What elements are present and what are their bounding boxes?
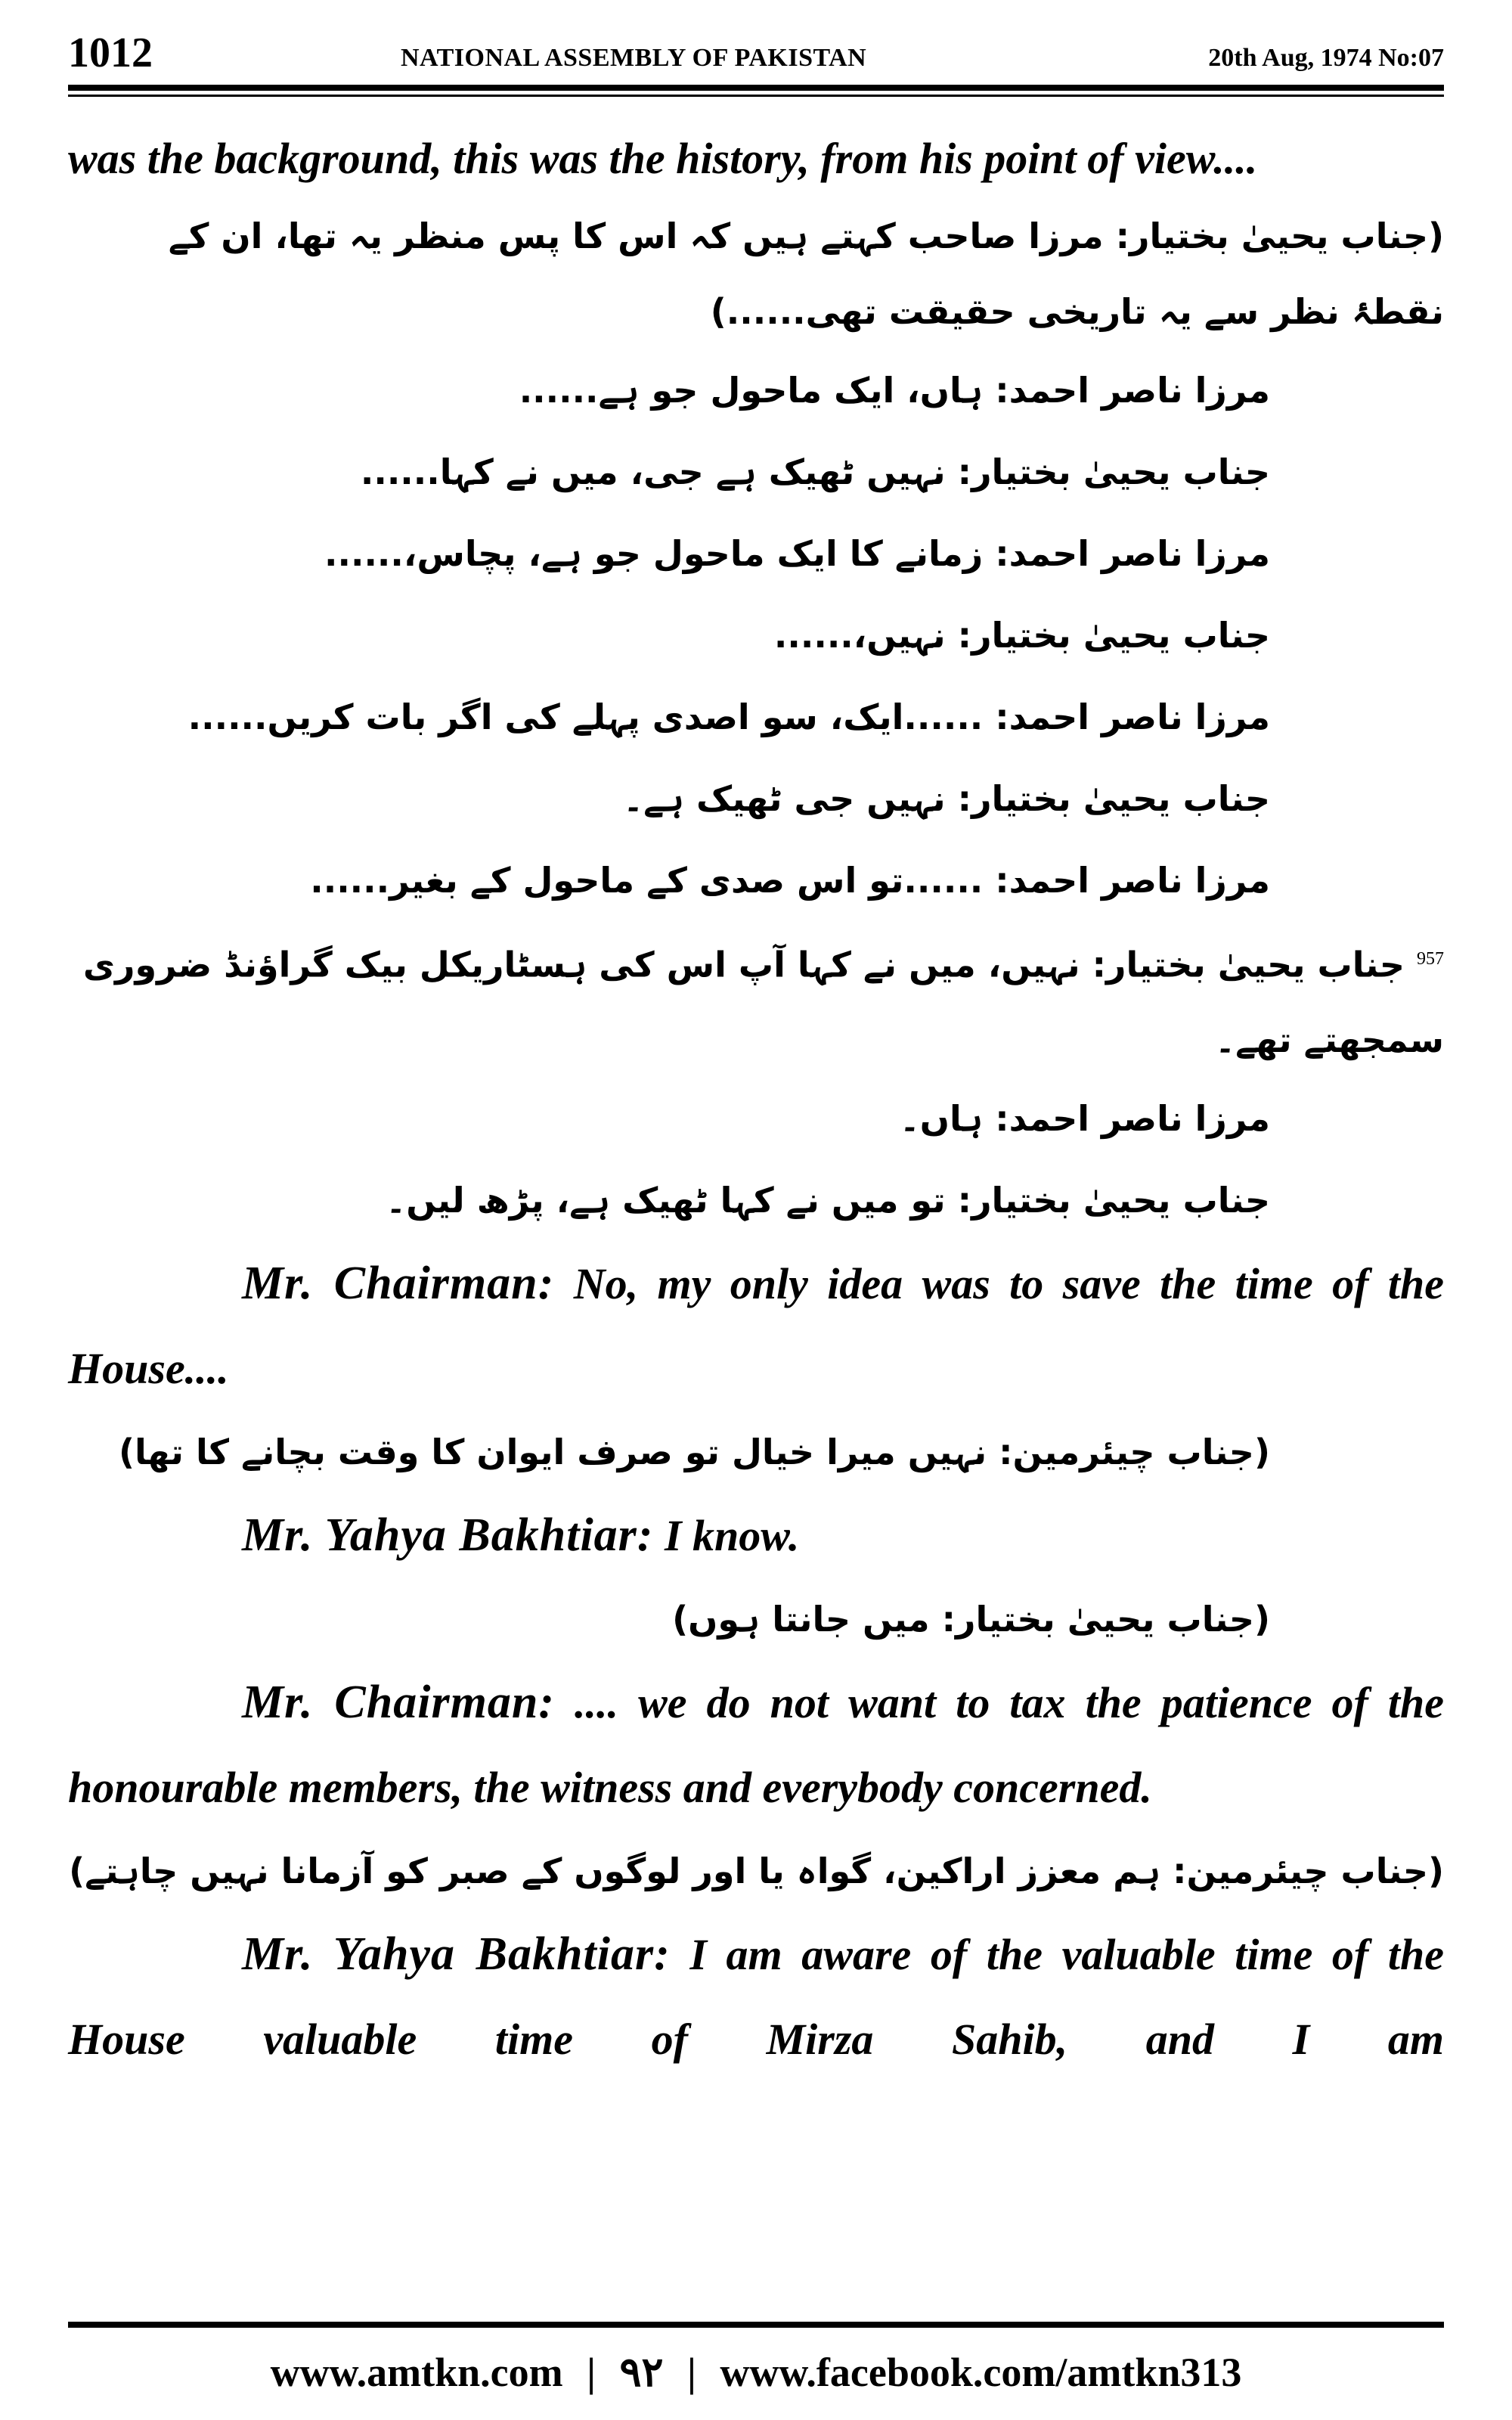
dialogue-line: [68, 513, 1444, 594]
dialogue-text: ......ایک، سو اصدی پہلے کی اگر بات کریں......: [187, 697, 984, 737]
footer-rule: [68, 2322, 1444, 2328]
dialogue-text: ہاں، ایک ماحول جو ہے......: [519, 370, 984, 411]
speech-text: No, my only idea was to save the time of the House....: [68, 1259, 1444, 1394]
dialogue-text: نہیں جی ٹھیک ہے۔: [623, 778, 946, 819]
urdu-translation: (جناب چیئرمین: نہیں میرا خیال تو صرف ایوان کا وقت بچانے کا تھا): [119, 1432, 1270, 1473]
dialogue-line: [68, 1078, 1444, 1159]
page-footer: [68, 2348, 1444, 2401]
urdu-translation: (جناب یحییٰ بختیار: مرزا صاحب کہتے ہیں کہ اس کا پس منظر یہ تھا، ان کے نقطۂ نظر سے یہ تاریخی حقیقت تھی......): [168, 216, 1444, 332]
footer-separator: |: [687, 2350, 696, 2395]
dialogue-text: نہیں ٹھیک ہے جی، میں نے کہا......: [360, 451, 946, 492]
footer-separator: |: [587, 2350, 596, 2395]
header-rule-thick: [68, 85, 1444, 91]
dialogue-line: [68, 1159, 1444, 1241]
transcript-body: [68, 121, 1444, 2082]
speaker-label: Mr. Yahya Bakhtiar:: [242, 1928, 671, 1981]
speaker-label: مرزا ناصر احمد:: [995, 370, 1270, 411]
dialogue-line: [68, 839, 1444, 921]
english-paragraph: [68, 1660, 1444, 1830]
speaker-label: مرزا ناصر احمد:: [995, 533, 1270, 574]
urdu-translation: (جناب چیئرمین: ہم معزز اراکین، گواہ یا اور لوگوں کے صبر کو آزمانا نہیں چاہتے): [69, 1851, 1444, 1892]
facebook-link[interactable]: www.facebook.com/amtkn313: [720, 2350, 1242, 2395]
speaker-label: جناب یحییٰ بختیار:: [1092, 944, 1405, 985]
speaker-label: جناب یحییٰ بختیار:: [957, 451, 1270, 492]
speaker-label: مرزا ناصر احمد:: [995, 1098, 1270, 1140]
website-link[interactable]: www.amtkn.com: [270, 2350, 563, 2395]
dialogue-line: [68, 594, 1444, 676]
english-paragraph: was the background, this was the history, from his point of view....: [68, 134, 1258, 183]
header-date: 20th Aug, 1974 No:07: [1208, 44, 1444, 72]
dialogue-text: ہاں۔: [899, 1098, 984, 1140]
dialogue-text: نہیں، میں نے کہا آپ اس کی ہسٹاریکل بیک گراؤنڈ ضروری سمجھتے تھے۔: [82, 944, 1444, 1061]
speaker-label: جناب یحییٰ بختیار:: [957, 615, 1270, 656]
english-paragraph: [68, 1241, 1444, 1411]
dialogue-line: [68, 676, 1444, 758]
english-paragraph: [68, 1912, 1444, 2082]
speech-text: I know.: [664, 1511, 800, 1561]
page-number: 1012: [68, 29, 153, 76]
header-title: NATIONAL ASSEMBLY OF PAKISTAN: [401, 44, 867, 72]
speaker-label: جناب یحییٰ بختیار:: [957, 1180, 1270, 1221]
speaker-label: مرزا ناصر احمد:: [995, 697, 1270, 737]
speaker-label: Mr. Chairman:: [242, 1258, 555, 1310]
header-rule-thin: [68, 95, 1444, 97]
speaker-label: جناب یحییٰ بختیار:: [957, 778, 1270, 819]
speaker-label: Mr. Yahya Bakhtiar:: [242, 1509, 654, 1562]
page-header: [68, 29, 1444, 82]
footnote-marker: 957: [1417, 949, 1444, 969]
urdu-translation: (جناب یحییٰ بختیار: میں جانتا ہوں): [672, 1599, 1270, 1640]
dialogue-line: [68, 758, 1444, 839]
dialogue-text: ......تو اس صدی کے ماحول کے بغیر......: [310, 860, 984, 901]
footer-page-label: ۹۲: [619, 2350, 664, 2395]
english-paragraph: [68, 1493, 1444, 1578]
speech-text: I am aware of the valuable time of the House valuable time of Mirza Sahib, and I am: [68, 1930, 1444, 2065]
speech-text: .... we do not want to tax the patience of the honourable members, the witness and everybody concerned.: [68, 1678, 1445, 1813]
dialogue-text: نہیں،......: [773, 615, 946, 656]
speaker-label: Mr. Chairman:: [242, 1677, 555, 1729]
dialogue-line: [68, 349, 1444, 431]
dialogue-text: تو میں نے کہا ٹھیک ہے، پڑھ لیں۔: [386, 1180, 946, 1221]
dialogue-line: [68, 921, 1444, 1078]
dialogue-line: [68, 431, 1444, 513]
speaker-label: مرزا ناصر احمد:: [995, 860, 1270, 901]
dialogue-text: زمانے کا ایک ماحول جو ہے، پچاس،......: [324, 533, 984, 574]
